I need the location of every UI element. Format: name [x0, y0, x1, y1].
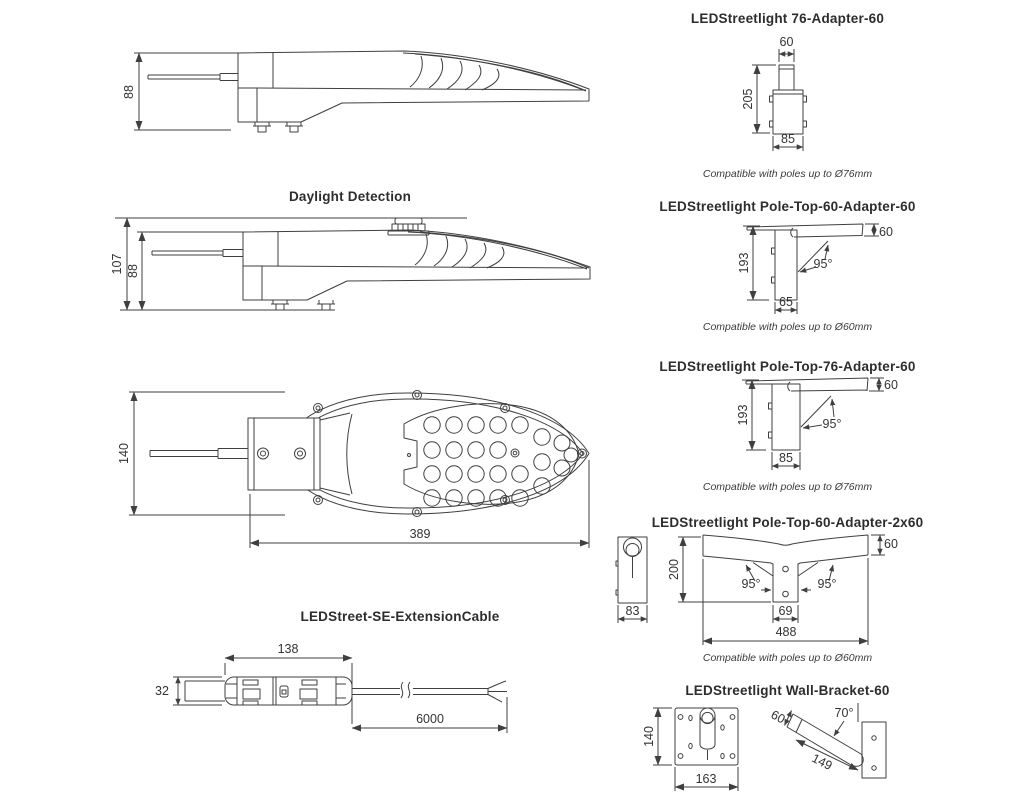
- adapter1-linework: [752, 49, 807, 151]
- arm: [747, 224, 863, 237]
- compat-note-1: Compatible with poles up to Ø76mm: [702, 168, 873, 180]
- compat-note-3: Compatible with poles up to Ø76mm: [702, 481, 873, 493]
- dim-center-width: 69: [778, 604, 793, 618]
- dim-angle-left: 95°: [741, 577, 761, 591]
- double-arm-outline: [703, 535, 868, 563]
- dim-top-width: 140: [117, 443, 131, 464]
- side-view-linework: [134, 51, 589, 132]
- lens-panel-outline: [404, 404, 579, 505]
- wall-bracket-title: LEDStreetlight Wall-Bracket-60: [685, 683, 890, 698]
- housing-inner-lines: [238, 53, 273, 122]
- extension-cable-title: LEDStreet-SE-ExtensionCable: [300, 609, 500, 624]
- dim-bottom-width: 85: [779, 451, 793, 465]
- angle-leader: [803, 425, 822, 428]
- center-divider: [273, 677, 276, 705]
- angle-leader: [834, 721, 844, 736]
- dim-daylight-total-height: 107: [110, 253, 124, 275]
- adapter-title-poletop-2x60: LEDStreetlight Pole-Top-60-Adapter-2x60: [651, 515, 924, 530]
- dim-height: 193: [737, 252, 751, 274]
- luminaire-top-view: [100, 380, 620, 555]
- hood-fins: [415, 232, 589, 268]
- adapter2-linework: [743, 224, 879, 314]
- latch: [280, 686, 288, 697]
- dim-bottom-width: 85: [781, 132, 795, 146]
- housing-outline: [238, 51, 589, 122]
- mount-plate-side: [862, 722, 886, 778]
- cable-run: [352, 689, 488, 695]
- extension-lines: [134, 53, 238, 130]
- adapter-body: [773, 90, 803, 134]
- hood-fins: [410, 54, 584, 90]
- adapter-poletop-2x60-drawing: [605, 528, 905, 650]
- dim-top-length: 389: [409, 527, 431, 541]
- daylight-detection-title: Daylight Detection: [288, 189, 412, 204]
- photocell-center: [513, 451, 517, 455]
- mount-plate-front: [675, 708, 738, 765]
- daylight-detection-view: [95, 205, 615, 335]
- adapter-title-poletop-60: LEDStreetlight Pole-Top-60-Adapter-60: [659, 199, 916, 214]
- dim-arm-height: 60: [879, 225, 893, 239]
- dim-span: 488: [775, 625, 797, 639]
- extension-lines: [752, 49, 803, 151]
- right-cap: [336, 677, 346, 705]
- top-view-linework: [129, 391, 589, 549]
- extension-cable-view: [140, 630, 530, 745]
- dim-cable-length: 6000: [416, 712, 444, 726]
- dim-top-width: 60: [779, 35, 794, 49]
- daylight-view-linework: [115, 218, 590, 310]
- dim-side-height: 88: [122, 85, 136, 99]
- luminaire-side-view: [105, 35, 605, 145]
- adapter-title-76-60: LEDStreetlight 76-Adapter-60: [690, 11, 885, 26]
- dim-angle-right: 95°: [817, 577, 837, 591]
- adapter-title-poletop-76: LEDStreetlight Pole-Top-76-Adapter-60: [659, 359, 916, 374]
- dim-angle: 95°: [822, 417, 842, 431]
- wire-fray: [488, 681, 507, 702]
- pole-body: [772, 384, 800, 450]
- panel-dot: [408, 454, 411, 457]
- compat-note-2: Compatible with poles up to Ø60mm: [702, 321, 873, 333]
- extension-lines: [129, 392, 589, 548]
- left-cap: [226, 677, 237, 705]
- neck-lines: [320, 413, 352, 495]
- dim-height: 200: [667, 559, 681, 580]
- extension-lines: [742, 378, 884, 470]
- arm: [746, 378, 868, 391]
- dim-daylight-body-height: 88: [126, 264, 140, 278]
- photocell-ring: [511, 449, 519, 457]
- tube-front: [700, 716, 715, 761]
- cable-linework: [173, 658, 507, 733]
- center-body: [771, 563, 800, 602]
- dim-connector-length: 138: [277, 642, 299, 656]
- dim-bottom-width: 65: [779, 295, 793, 309]
- adapter3-linework: [742, 378, 884, 470]
- adapter-poletop-76-drawing: [690, 372, 905, 475]
- dim-plate-width: 163: [695, 772, 717, 786]
- housing-outline: [243, 230, 590, 300]
- adapter-poletop-60-drawing: [690, 215, 905, 316]
- dim-connector-height: 32: [155, 684, 169, 698]
- dim-arm-height: 60: [884, 537, 898, 551]
- adapter-76-60-drawing: [700, 35, 875, 157]
- dim-height: 205: [741, 88, 755, 110]
- panel-screws: [314, 391, 587, 517]
- mounting-bracket: [248, 418, 320, 490]
- cable-stub: [148, 74, 238, 81]
- dim-height: 193: [736, 404, 750, 426]
- left-cable-stub: [185, 681, 225, 701]
- wall-bracket-drawing: [640, 700, 900, 800]
- cable-stub: [150, 449, 248, 459]
- dim-tube-width: 60: [768, 707, 788, 727]
- bottom-screws: [271, 300, 335, 310]
- dim-angle: 95°: [813, 257, 833, 271]
- gussets: [753, 563, 818, 577]
- led-array: [424, 417, 578, 506]
- dim-side-width: 83: [625, 604, 640, 618]
- dim-plate-height: 140: [642, 726, 656, 747]
- daylight-sensor-icon: [395, 218, 422, 224]
- compat-note-4: Compatible with poles up to Ø60mm: [702, 652, 873, 664]
- dim-angle: 70°: [834, 706, 854, 720]
- angle-leader: [832, 399, 834, 417]
- dim-arm-height: 60: [884, 378, 898, 392]
- cable-stub: [152, 250, 243, 257]
- pole-body: [775, 230, 797, 300]
- bottom-screws: [253, 122, 303, 132]
- dim-arm-length: 149: [809, 751, 835, 773]
